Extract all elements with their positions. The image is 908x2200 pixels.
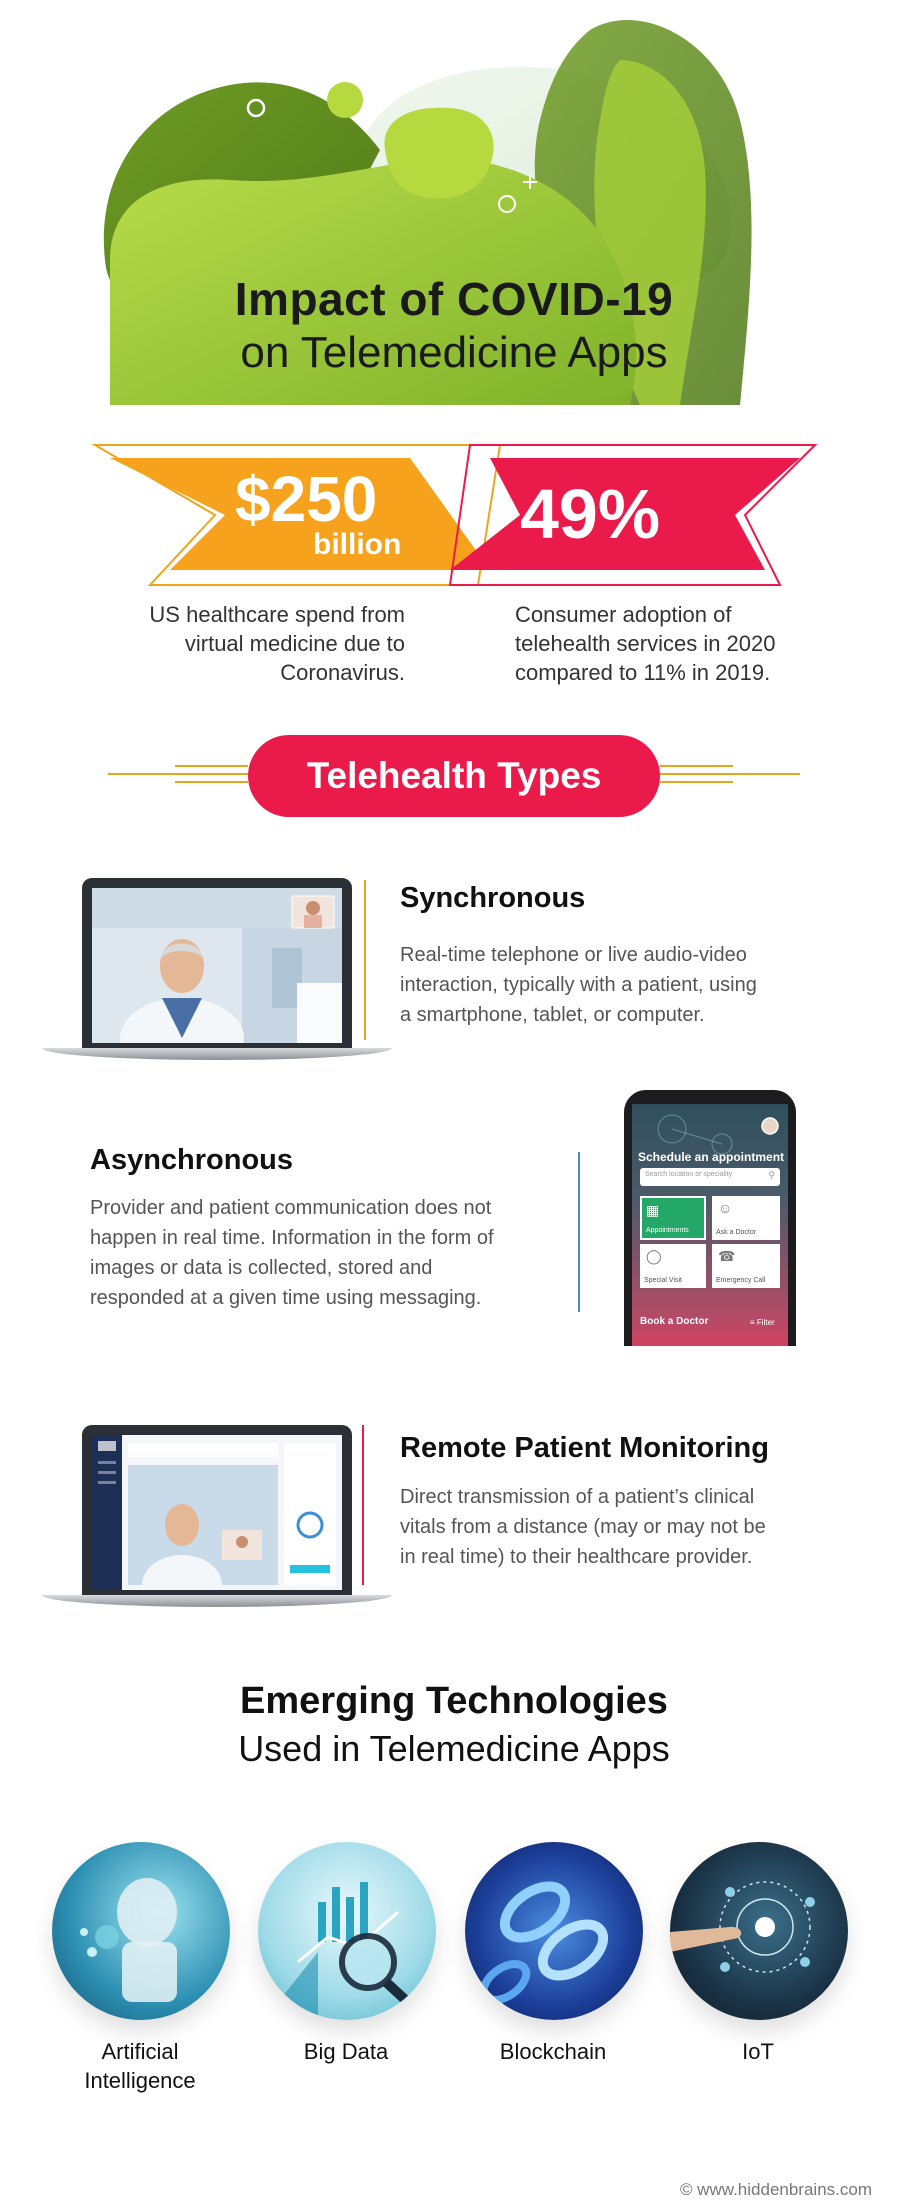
type-title-asynchronous: Asynchronous <box>90 1144 294 1176</box>
telehealth-types-heading: Telehealth Types <box>248 735 660 817</box>
tech-label-ai: Artificial Intelligence <box>84 2039 196 2093</box>
robot-ai-icon <box>52 1842 230 2020</box>
hero-title-line1: Impact of COVID-19 <box>234 273 674 325</box>
heading-line-right-top <box>660 765 733 767</box>
robot-illustration <box>52 1842 230 2020</box>
tech-label-iot: IoT <box>742 2039 774 2064</box>
emerging-title-line1: Emerging Technologies <box>240 1680 668 1722</box>
big-data-illustration <box>258 1842 436 2020</box>
phone-tile-special-visit[interactable]: ◯ Special Visit <box>640 1244 706 1288</box>
tech-label-blockchain: Blockchain <box>499 2039 607 2064</box>
stats-banner <box>0 440 908 590</box>
heading-line-left <box>108 773 248 775</box>
hero-section <box>0 0 908 420</box>
stat-left-unit: billion <box>313 528 402 561</box>
phone-app-image <box>624 1090 796 1346</box>
type-title-synchronous: Synchronous <box>400 882 586 914</box>
heading-line-right <box>660 773 800 775</box>
doctor-icon: ☺ <box>718 1200 733 1216</box>
laptop-video-call-image <box>42 878 392 1063</box>
stat-left-description: US healthcare spend from virtual medicine due to Coronavirus. <box>149 602 405 685</box>
filter-icon: ≡ <box>750 1318 755 1327</box>
phone-call-icon: ☎ <box>718 1248 736 1264</box>
doctor-video-call-illustration <box>92 888 342 1043</box>
stat-right-description: Consumer adoption of telehealth services in 2020 compared to 11% in 2019. <box>515 602 776 685</box>
phone-footer-book[interactable]: Book a Doctor <box>640 1316 709 1327</box>
phone-app-header: Schedule an appointment <box>638 1150 785 1164</box>
phone-search-input[interactable]: Search location or speciality ⚲ <box>640 1168 780 1186</box>
phone-app-screen <box>632 1104 788 1346</box>
laptop-dashboard-image <box>42 1425 392 1610</box>
stethoscope-icon: ◯ <box>646 1248 662 1264</box>
heading-line-left-top <box>175 765 248 767</box>
phone-tile-appointments[interactable]: ▦ Appointments <box>640 1196 706 1240</box>
iot-illustration <box>670 1842 848 2020</box>
blockchain-illustration <box>465 1842 643 2020</box>
phone-tile-emergency-call[interactable]: ☎ Emergency Call <box>712 1244 780 1288</box>
calendar-icon: ▦ <box>646 1202 660 1218</box>
stat-left-value: $250 <box>235 463 378 535</box>
network-hand-icon <box>670 1842 848 2020</box>
heading-line-right-bottom <box>660 781 733 783</box>
type-title-remote-monitoring: Remote Patient Monitoring <box>400 1432 769 1464</box>
phone-footer-filter[interactable]: ≡ Filter <box>750 1318 775 1327</box>
tech-label-big-data: Big Data <box>303 2039 389 2064</box>
stats-ribbon-graphic <box>0 440 908 590</box>
type-desc-asynchronous: Provider and patient communication does not happen in real time. Information in the form of images or data is collected, stored and responded at a given time using messaging. <box>90 1197 494 1309</box>
emerging-title-line2: Used in Telemedicine Apps <box>238 1728 670 1769</box>
heading-line-left-bottom <box>175 781 248 783</box>
search-icon: ⚲ <box>768 1170 775 1180</box>
magnifier-chart-icon <box>258 1842 436 2020</box>
type-desc-synchronous: Real-time telephone or live audio-video interaction, typically with a patient, using a smartphone, tablet, or computer. <box>400 944 757 1026</box>
hero-title-line2: on Telemedicine Apps <box>240 328 668 377</box>
type-desc-remote-monitoring: Direct transmission of a patient’s clinical vitals from a distance (may or may not be in real time) to their healthcare provider. <box>400 1486 766 1568</box>
chain-link-icon <box>465 1842 643 2020</box>
divider-synchronous <box>364 880 366 1040</box>
stat-right-value: 49% <box>520 475 661 553</box>
footer-copyright: © www.hiddenbrains.com <box>679 2180 872 2199</box>
phone-tile-ask-doctor[interactable]: ☺ Ask a Doctor <box>712 1196 780 1240</box>
monitoring-dashboard-illustration <box>92 1435 342 1590</box>
divider-asynchronous <box>578 1152 580 1312</box>
divider-remote-monitoring <box>362 1425 364 1585</box>
